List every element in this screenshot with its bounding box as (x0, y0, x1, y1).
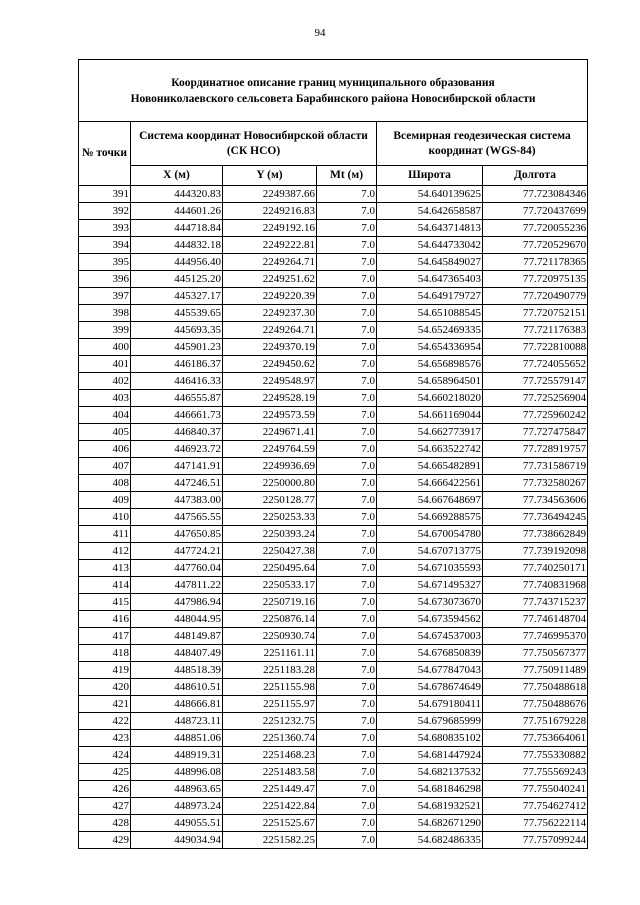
cell-mt: 7.0 (317, 237, 377, 254)
cell-point-number: 404 (79, 407, 131, 424)
cell-longitude: 77.754627412 (483, 798, 588, 815)
cell-latitude: 54.652469335 (377, 322, 483, 339)
table-row (79, 543, 588, 560)
table-row (79, 220, 588, 237)
cell-x: 447986.94 (131, 594, 223, 611)
cell-point-number: 409 (79, 492, 131, 509)
cell-latitude: 54.663522742 (377, 441, 483, 458)
cell-mt: 7.0 (317, 594, 377, 611)
cell-latitude: 54.680835102 (377, 730, 483, 747)
cell-mt: 7.0 (317, 424, 377, 441)
cell-longitude: 77.750488676 (483, 696, 588, 713)
cell-mt: 7.0 (317, 815, 377, 832)
table-row (79, 509, 588, 526)
cell-mt: 7.0 (317, 526, 377, 543)
cell-latitude: 54.643714813 (377, 220, 483, 237)
cell-longitude: 77.756222114 (483, 815, 588, 832)
cell-x: 445901.23 (131, 339, 223, 356)
cell-latitude: 54.642658587 (377, 203, 483, 220)
cell-y: 2249671.41 (223, 424, 317, 441)
cell-longitude: 77.720752151 (483, 305, 588, 322)
cell-x: 447760.04 (131, 560, 223, 577)
table-row (79, 288, 588, 305)
cell-y: 2251422.84 (223, 798, 317, 815)
cell-x: 444320.83 (131, 186, 223, 203)
cell-point-number: 421 (79, 696, 131, 713)
cell-point-number: 412 (79, 543, 131, 560)
page-number: 94 (314, 27, 326, 39)
cell-point-number: 424 (79, 747, 131, 764)
cell-y: 2249251.62 (223, 271, 317, 288)
table-row (79, 339, 588, 356)
cell-x: 448723.11 (131, 713, 223, 730)
table-row (79, 237, 588, 254)
cell-latitude: 54.677847043 (377, 662, 483, 679)
header-latitude: Широта (377, 166, 483, 186)
cell-y: 2251468.23 (223, 747, 317, 764)
cell-x: 448149.87 (131, 628, 223, 645)
table-row (79, 832, 588, 849)
cell-latitude: 54.678674649 (377, 679, 483, 696)
cell-y: 2251183.28 (223, 662, 317, 679)
cell-latitude: 54.679180411 (377, 696, 483, 713)
cell-longitude: 77.728919757 (483, 441, 588, 458)
cell-y: 2249264.71 (223, 322, 317, 339)
cell-y: 2249220.39 (223, 288, 317, 305)
cell-x: 446555.87 (131, 390, 223, 407)
cell-longitude: 77.757099244 (483, 832, 588, 849)
cell-y: 2251155.97 (223, 696, 317, 713)
cell-x: 445539.65 (131, 305, 223, 322)
cell-point-number: 400 (79, 339, 131, 356)
cell-mt: 7.0 (317, 730, 377, 747)
cell-latitude: 54.682671290 (377, 815, 483, 832)
cell-x: 449034.94 (131, 832, 223, 849)
table-row (79, 254, 588, 271)
cell-longitude: 77.751679228 (483, 713, 588, 730)
cell-x: 447246.51 (131, 475, 223, 492)
cell-point-number: 398 (79, 305, 131, 322)
cell-latitude: 54.670054780 (377, 526, 483, 543)
cell-y: 2251449.47 (223, 781, 317, 798)
cell-longitude: 77.738662849 (483, 526, 588, 543)
cell-point-number: 391 (79, 186, 131, 203)
cell-latitude: 54.666422561 (377, 475, 483, 492)
cell-latitude: 54.658964501 (377, 373, 483, 390)
table-row (79, 407, 588, 424)
cell-x: 448610.51 (131, 679, 223, 696)
cell-mt: 7.0 (317, 696, 377, 713)
header-longitude: Долгота (483, 166, 588, 186)
cell-point-number: 416 (79, 611, 131, 628)
cell-point-number: 419 (79, 662, 131, 679)
cell-x: 444601.26 (131, 203, 223, 220)
table-row (79, 730, 588, 747)
cell-y: 2250393.24 (223, 526, 317, 543)
cell-longitude: 77.740831968 (483, 577, 588, 594)
table-row (79, 696, 588, 713)
cell-mt: 7.0 (317, 492, 377, 509)
cell-point-number: 405 (79, 424, 131, 441)
table-row (79, 441, 588, 458)
cell-point-number: 427 (79, 798, 131, 815)
cell-mt: 7.0 (317, 390, 377, 407)
cell-latitude: 54.673594562 (377, 611, 483, 628)
cell-longitude: 77.727475847 (483, 424, 588, 441)
cell-y: 2250876.14 (223, 611, 317, 628)
cell-mt: 7.0 (317, 220, 377, 237)
cell-latitude: 54.647365403 (377, 271, 483, 288)
cell-mt: 7.0 (317, 322, 377, 339)
cell-latitude: 54.669288575 (377, 509, 483, 526)
table-row (79, 322, 588, 339)
cell-y: 2249764.59 (223, 441, 317, 458)
cell-mt: 7.0 (317, 254, 377, 271)
cell-y: 2249264.71 (223, 254, 317, 271)
cell-longitude: 77.746995370 (483, 628, 588, 645)
table-row (79, 492, 588, 509)
cell-point-number: 411 (79, 526, 131, 543)
cell-x: 448996.08 (131, 764, 223, 781)
table-row (79, 373, 588, 390)
cell-x: 445693.35 (131, 322, 223, 339)
cell-mt: 7.0 (317, 611, 377, 628)
cell-longitude: 77.755040241 (483, 781, 588, 798)
cell-mt: 7.0 (317, 186, 377, 203)
cell-y: 2249370.19 (223, 339, 317, 356)
cell-mt: 7.0 (317, 645, 377, 662)
cell-point-number: 403 (79, 390, 131, 407)
cell-latitude: 54.671495327 (377, 577, 483, 594)
cell-y: 2251155.98 (223, 679, 317, 696)
header-mt: Mt (м) (317, 166, 377, 186)
cell-longitude: 77.720490779 (483, 288, 588, 305)
cell-longitude: 77.734563606 (483, 492, 588, 509)
cell-x: 448407.49 (131, 645, 223, 662)
table-row (79, 747, 588, 764)
cell-point-number: 413 (79, 560, 131, 577)
cell-x: 447724.21 (131, 543, 223, 560)
cell-mt: 7.0 (317, 798, 377, 815)
cell-point-number: 417 (79, 628, 131, 645)
table-row (79, 798, 588, 815)
cell-point-number: 423 (79, 730, 131, 747)
cell-mt: 7.0 (317, 560, 377, 577)
cell-longitude: 77.731586719 (483, 458, 588, 475)
cell-latitude: 54.674537003 (377, 628, 483, 645)
cell-x: 445125.20 (131, 271, 223, 288)
cell-latitude: 54.654336954 (377, 339, 483, 356)
cell-x: 447565.55 (131, 509, 223, 526)
cell-point-number: 408 (79, 475, 131, 492)
cell-y: 2250495.64 (223, 560, 317, 577)
cell-x: 444718.84 (131, 220, 223, 237)
table-title-line-2: Новониколаевского сельсовета Барабинского района Новосибирской области (130, 92, 536, 105)
cell-y: 2251232.75 (223, 713, 317, 730)
cell-latitude: 54.679685999 (377, 713, 483, 730)
cell-x: 444956.40 (131, 254, 223, 271)
cell-x: 447811.22 (131, 577, 223, 594)
cell-latitude: 54.671035593 (377, 560, 483, 577)
table-row (79, 764, 588, 781)
table-row (79, 781, 588, 798)
cell-y: 2249222.81 (223, 237, 317, 254)
cell-latitude: 54.656898576 (377, 356, 483, 373)
cell-mt: 7.0 (317, 713, 377, 730)
cell-longitude: 77.723084346 (483, 186, 588, 203)
cell-x: 445327.17 (131, 288, 223, 305)
cell-latitude: 54.670713775 (377, 543, 483, 560)
cell-latitude: 54.661169044 (377, 407, 483, 424)
cell-mt: 7.0 (317, 662, 377, 679)
cell-x: 446661.73 (131, 407, 223, 424)
cell-point-number: 422 (79, 713, 131, 730)
cell-longitude: 77.720437699 (483, 203, 588, 220)
cell-latitude: 54.649179727 (377, 288, 483, 305)
cell-latitude: 54.667648697 (377, 492, 483, 509)
table-row (79, 305, 588, 322)
table-row (79, 390, 588, 407)
cell-point-number: 396 (79, 271, 131, 288)
header-nso-system: Система координат Новосибирской области (СК НСО) (131, 122, 377, 166)
cell-longitude: 77.739192098 (483, 543, 588, 560)
cell-longitude: 77.755569243 (483, 764, 588, 781)
cell-x: 446923.72 (131, 441, 223, 458)
cell-y: 2251582.25 (223, 832, 317, 849)
cell-longitude: 77.725579147 (483, 373, 588, 390)
table-row (79, 611, 588, 628)
header-point-number: № точки (79, 122, 131, 186)
cell-mt: 7.0 (317, 679, 377, 696)
cell-mt: 7.0 (317, 373, 377, 390)
cell-point-number: 415 (79, 594, 131, 611)
table-row (79, 645, 588, 662)
table-row (79, 475, 588, 492)
cell-latitude: 54.682137532 (377, 764, 483, 781)
table-row (79, 424, 588, 441)
cell-mt: 7.0 (317, 305, 377, 322)
cell-longitude: 77.722810088 (483, 339, 588, 356)
cell-latitude: 54.665482891 (377, 458, 483, 475)
cell-longitude: 77.736494245 (483, 509, 588, 526)
cell-longitude: 77.720529670 (483, 237, 588, 254)
cell-y: 2249528.19 (223, 390, 317, 407)
cell-longitude: 77.732580267 (483, 475, 588, 492)
cell-x: 448851.06 (131, 730, 223, 747)
cell-y: 2250719.16 (223, 594, 317, 611)
cell-point-number: 406 (79, 441, 131, 458)
cell-x: 448518.39 (131, 662, 223, 679)
cell-y: 2251161.11 (223, 645, 317, 662)
cell-y: 2249237.30 (223, 305, 317, 322)
cell-mt: 7.0 (317, 203, 377, 220)
cell-x: 448919.31 (131, 747, 223, 764)
cell-mt: 7.0 (317, 475, 377, 492)
cell-y: 2251525.67 (223, 815, 317, 832)
table-row (79, 815, 588, 832)
cell-mt: 7.0 (317, 543, 377, 560)
cell-point-number: 395 (79, 254, 131, 271)
cell-y: 2249450.62 (223, 356, 317, 373)
cell-mt: 7.0 (317, 764, 377, 781)
cell-longitude: 77.750567377 (483, 645, 588, 662)
table-row (79, 203, 588, 220)
table-title-line-1: Координатное описание границ муниципального образования (171, 76, 495, 89)
cell-latitude: 54.681932521 (377, 798, 483, 815)
cell-y: 2249936.69 (223, 458, 317, 475)
cell-point-number: 407 (79, 458, 131, 475)
cell-longitude: 77.750488618 (483, 679, 588, 696)
cell-longitude: 77.755330882 (483, 747, 588, 764)
cell-latitude: 54.662773917 (377, 424, 483, 441)
cell-point-number: 425 (79, 764, 131, 781)
cell-x: 446186.37 (131, 356, 223, 373)
cell-latitude: 54.651088545 (377, 305, 483, 322)
table-row (79, 713, 588, 730)
cell-point-number: 420 (79, 679, 131, 696)
cell-y: 2249548.97 (223, 373, 317, 390)
table-row (79, 560, 588, 577)
cell-longitude: 77.725960242 (483, 407, 588, 424)
cell-x: 444832.18 (131, 237, 223, 254)
cell-longitude: 77.750911489 (483, 662, 588, 679)
cell-point-number: 418 (79, 645, 131, 662)
table-row (79, 271, 588, 288)
cell-x: 446840.37 (131, 424, 223, 441)
cell-latitude: 54.644733042 (377, 237, 483, 254)
cell-point-number: 402 (79, 373, 131, 390)
cell-x: 448963.65 (131, 781, 223, 798)
cell-latitude: 54.681447924 (377, 747, 483, 764)
cell-point-number: 414 (79, 577, 131, 594)
cell-mt: 7.0 (317, 577, 377, 594)
cell-latitude: 54.640139625 (377, 186, 483, 203)
cell-latitude: 54.645849027 (377, 254, 483, 271)
header-wgs-system: Всемирная геодезическая система координат (WGS-84) (377, 122, 588, 166)
table-row (79, 679, 588, 696)
cell-point-number: 401 (79, 356, 131, 373)
cell-point-number: 393 (79, 220, 131, 237)
cell-y: 2250253.33 (223, 509, 317, 526)
cell-point-number: 392 (79, 203, 131, 220)
cell-y: 2249192.16 (223, 220, 317, 237)
cell-mt: 7.0 (317, 288, 377, 305)
cell-mt: 7.0 (317, 781, 377, 798)
cell-x: 446416.33 (131, 373, 223, 390)
cell-y: 2250427.38 (223, 543, 317, 560)
header-y: Y (м) (223, 166, 317, 186)
cell-latitude: 54.676850839 (377, 645, 483, 662)
cell-point-number: 394 (79, 237, 131, 254)
cell-longitude: 77.720975135 (483, 271, 588, 288)
cell-latitude: 54.673073670 (377, 594, 483, 611)
header-x: X (м) (131, 166, 223, 186)
cell-mt: 7.0 (317, 509, 377, 526)
cell-latitude: 54.681846298 (377, 781, 483, 798)
coordinates-table (78, 59, 588, 849)
cell-x: 447650.85 (131, 526, 223, 543)
table-row (79, 594, 588, 611)
cell-x: 448044.95 (131, 611, 223, 628)
cell-y: 2250930.74 (223, 628, 317, 645)
cell-x: 447141.91 (131, 458, 223, 475)
cell-point-number: 399 (79, 322, 131, 339)
cell-y: 2251360.74 (223, 730, 317, 747)
table-row (79, 526, 588, 543)
cell-latitude: 54.682486335 (377, 832, 483, 849)
cell-y: 2249387.66 (223, 186, 317, 203)
cell-y: 2251483.58 (223, 764, 317, 781)
table-row (79, 577, 588, 594)
table-row (79, 628, 588, 645)
cell-point-number: 426 (79, 781, 131, 798)
cell-longitude: 77.725256904 (483, 390, 588, 407)
table-row (79, 186, 588, 203)
cell-longitude: 77.721176383 (483, 322, 588, 339)
cell-point-number: 410 (79, 509, 131, 526)
cell-y: 2249216.83 (223, 203, 317, 220)
cell-longitude: 77.743715237 (483, 594, 588, 611)
cell-longitude: 77.724055652 (483, 356, 588, 373)
cell-point-number: 397 (79, 288, 131, 305)
cell-longitude: 77.746148704 (483, 611, 588, 628)
cell-longitude: 77.740250171 (483, 560, 588, 577)
cell-longitude: 77.753664061 (483, 730, 588, 747)
cell-y: 2250000.80 (223, 475, 317, 492)
cell-mt: 7.0 (317, 832, 377, 849)
cell-y: 2250533.17 (223, 577, 317, 594)
cell-mt: 7.0 (317, 628, 377, 645)
cell-mt: 7.0 (317, 271, 377, 288)
cell-point-number: 428 (79, 815, 131, 832)
cell-x: 449055.51 (131, 815, 223, 832)
cell-x: 447383.00 (131, 492, 223, 509)
cell-mt: 7.0 (317, 339, 377, 356)
table-body (79, 186, 588, 849)
cell-y: 2249573.59 (223, 407, 317, 424)
cell-mt: 7.0 (317, 458, 377, 475)
cell-point-number: 429 (79, 832, 131, 849)
table-title (79, 60, 588, 122)
cell-mt: 7.0 (317, 356, 377, 373)
cell-y: 2250128.77 (223, 492, 317, 509)
cell-x: 448973.24 (131, 798, 223, 815)
cell-latitude: 54.660218020 (377, 390, 483, 407)
cell-mt: 7.0 (317, 441, 377, 458)
cell-mt: 7.0 (317, 407, 377, 424)
cell-longitude: 77.720055236 (483, 220, 588, 237)
table-row (79, 662, 588, 679)
cell-x: 448666.81 (131, 696, 223, 713)
table-row (79, 458, 588, 475)
cell-mt: 7.0 (317, 747, 377, 764)
table-row (79, 356, 588, 373)
cell-longitude: 77.721178365 (483, 254, 588, 271)
